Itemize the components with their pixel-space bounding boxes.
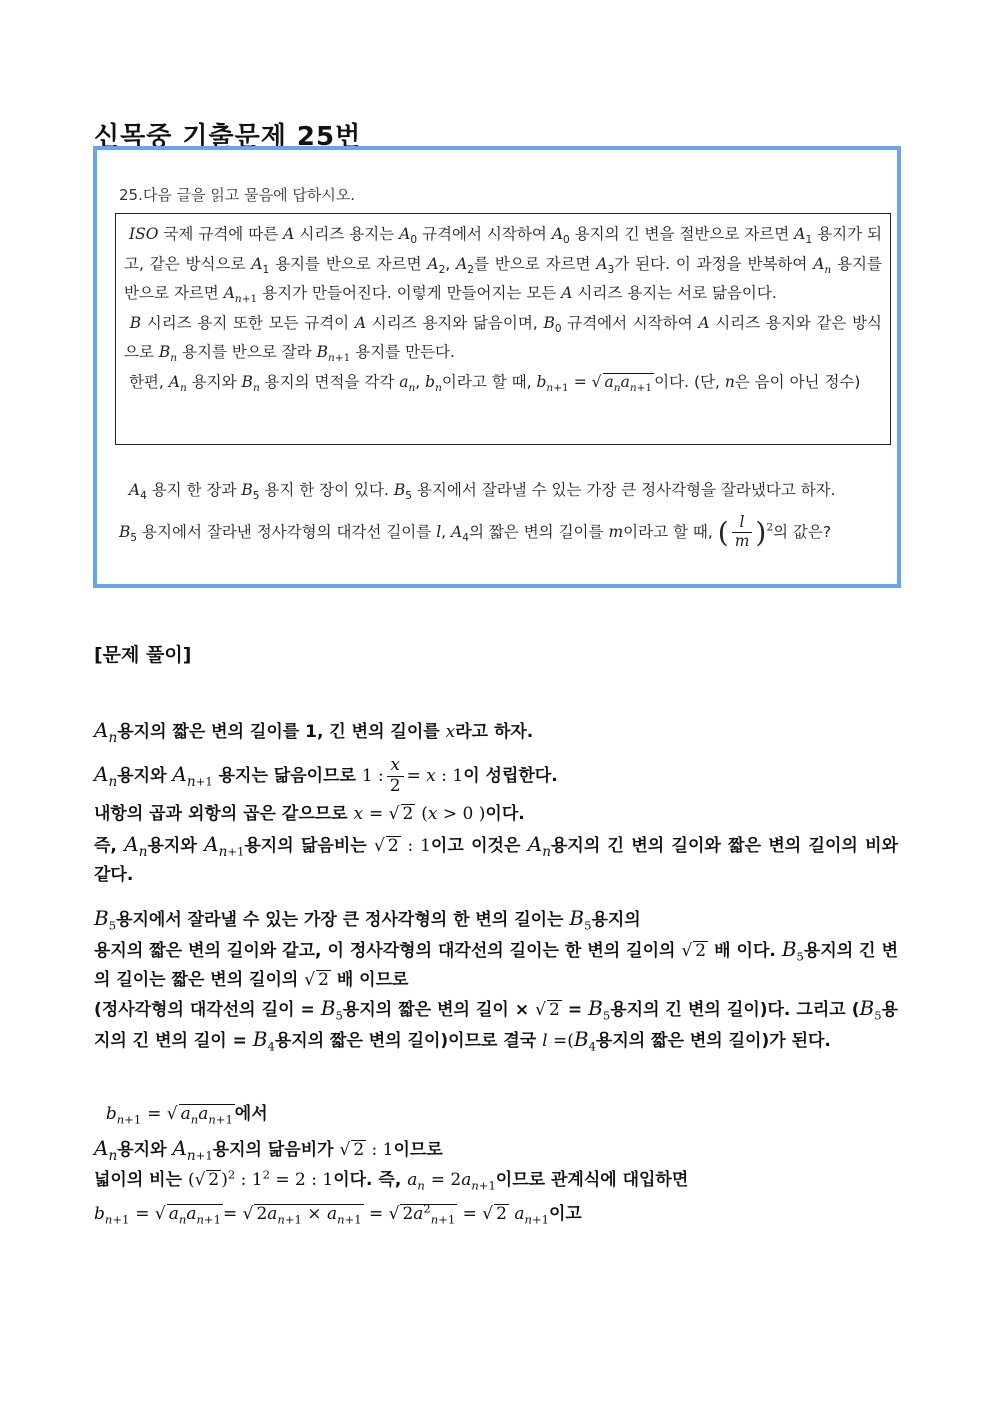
solution-paragraph-5: $B_5$용지에서 잘라낼 수 있는 가장 큰 정사각형의 한 변의 길이는 $B_5$용지의 용지의 짧은 변의 길이와 같고, 이 정사각형의 대각선의 길이는 한 변의 길이의 √ 2 배 이다. $B_5$용지의 긴 변의 길이는 짧은 변의 길이의 √ 2 배 이므로: [94, 906, 898, 990]
solution-paragraph-6: (정사각형의 대각선의 길이 = $B_5$용지의 짧은 변의 길이 × √ $2 = B_5$용지의 긴 변의 길이)다. 그리고 ($B_5$용지의 긴 변의 길이 = $B_4$용지의 짧은 변의 길이)이므로 결국 $l =(B_4$용지의 짧은 변의 길이)가 된다.: [94, 996, 899, 1054]
question-prompt-line-1: $A_4$ 용지 한 장과 $B_5$ 용지 한 장이 있다. $B_5$ 용지에서 잘라낼 수 있는 가장 큰 정사각형을 잘라냈다고 하자.: [128, 481, 836, 503]
question-number: 25.: [119, 186, 143, 204]
page-title: 신목중 기출문제 25번: [94, 122, 362, 152]
passage-paragraph-1: ISO 국제 규격에 따른 A 시리즈 용지는 $A_0$ 규격에서 시작하여 $A_0$ 용지의 긴 변을 절반으로 자르면 $A_1$ 용지가 되고, 같은 방식으로 $A_1$ 용지를 반으로 자르면 $A_2$, $A_2$를 반으로 자르면 $A_3$가 된다. 이 과정을 반복하여 $A_n$ 용지를 반으로 자르면 $A_{n+1}$ 용지가 만들어진다. 이렇게 만들어지는 모든 A 시리즈 용지는 서로 닮음이다.: [124, 225, 883, 306]
passage-box: [115, 213, 891, 445]
passage-paragraph-2: B 시리즈 용지 또한 모든 규격이 A 시리즈 용지와 닮음이며, $B_0$ 규격에서 시작하여 A 시리즈 용지와 같은 방식으로 $B_n$ 용지를 반으로 잘라 $B_{n+1}$ 용지를 만든다.: [124, 313, 883, 365]
solution-line-7: $b_{n+1}$ = √ $a_na_{n+1}$ 에서: [105, 1104, 268, 1127]
question-prompt-line-2: $B_5$ 용지에서 잘라낸 정사각형의 대각선 길이를 l, $A_4$의 짧은 변의 길이를 m이라고 할 때, ( $\frac{l}{m}$ )$^2$의 값은?: [119, 513, 832, 550]
solution-line-1: $A_n$용지의 짧은 변의 길이를 1, 긴 변의 길이를 x라고 하자.: [94, 718, 534, 746]
passage-paragraph-3: 한편, $A_n$ 용지와 $B_n$ 용지의 면적을 각각 $a_n$, $b_n$이라고 할 때, $b_{n+1}$ = √ $a_na_{n+1}$ 이다. (단, n은 음이 아닌 정수): [128, 372, 861, 394]
question-instruction: 25.다음 글을 읽고 물음에 답하시오.: [119, 186, 356, 204]
question-box: [93, 146, 901, 588]
solution-line-10: $b_{n+1}$ = √ $a_na_{n+1}$ = √ $2a_{n+1} \times a_{n+1}$ = √ $2a^2_{n+1}$ = √ 2 $a_{n+1}$이고: [94, 1201, 582, 1227]
solution-line-2: $A_n$용지와 $A_{n+1}$ 용지는 닮음이므로 1 : $\frac{x}{2}$ = x : 1이 성립한다.: [94, 755, 558, 796]
solution-line-8: $A_n$용지와 $A_{n+1}$용지의 닮음비가 √ 2 : 1이므로: [94, 1136, 443, 1164]
solution-heading: [문제 풀이]: [94, 644, 192, 666]
solution-line-3: 내항의 곱과 외항의 곱은 같으므로 x = √ 2 (x > 0 )이다.: [94, 804, 525, 824]
solution-line-9: 넓이의 비는 (√ 2 )$^2$ : $1^2 = 2$ : 1이다. 즉, $a_n = 2a_{n+1}$이므로 관계식에 대입하면: [94, 1167, 689, 1193]
solution-line-4: 즉, $A_n$용지와 $A_{n+1}$용지의 닮음비는 √ 2 : 1이고 이것은 $A_n$용지의 긴 변의 길이와 짧은 변의 길이의 비와 같다.: [94, 832, 899, 885]
